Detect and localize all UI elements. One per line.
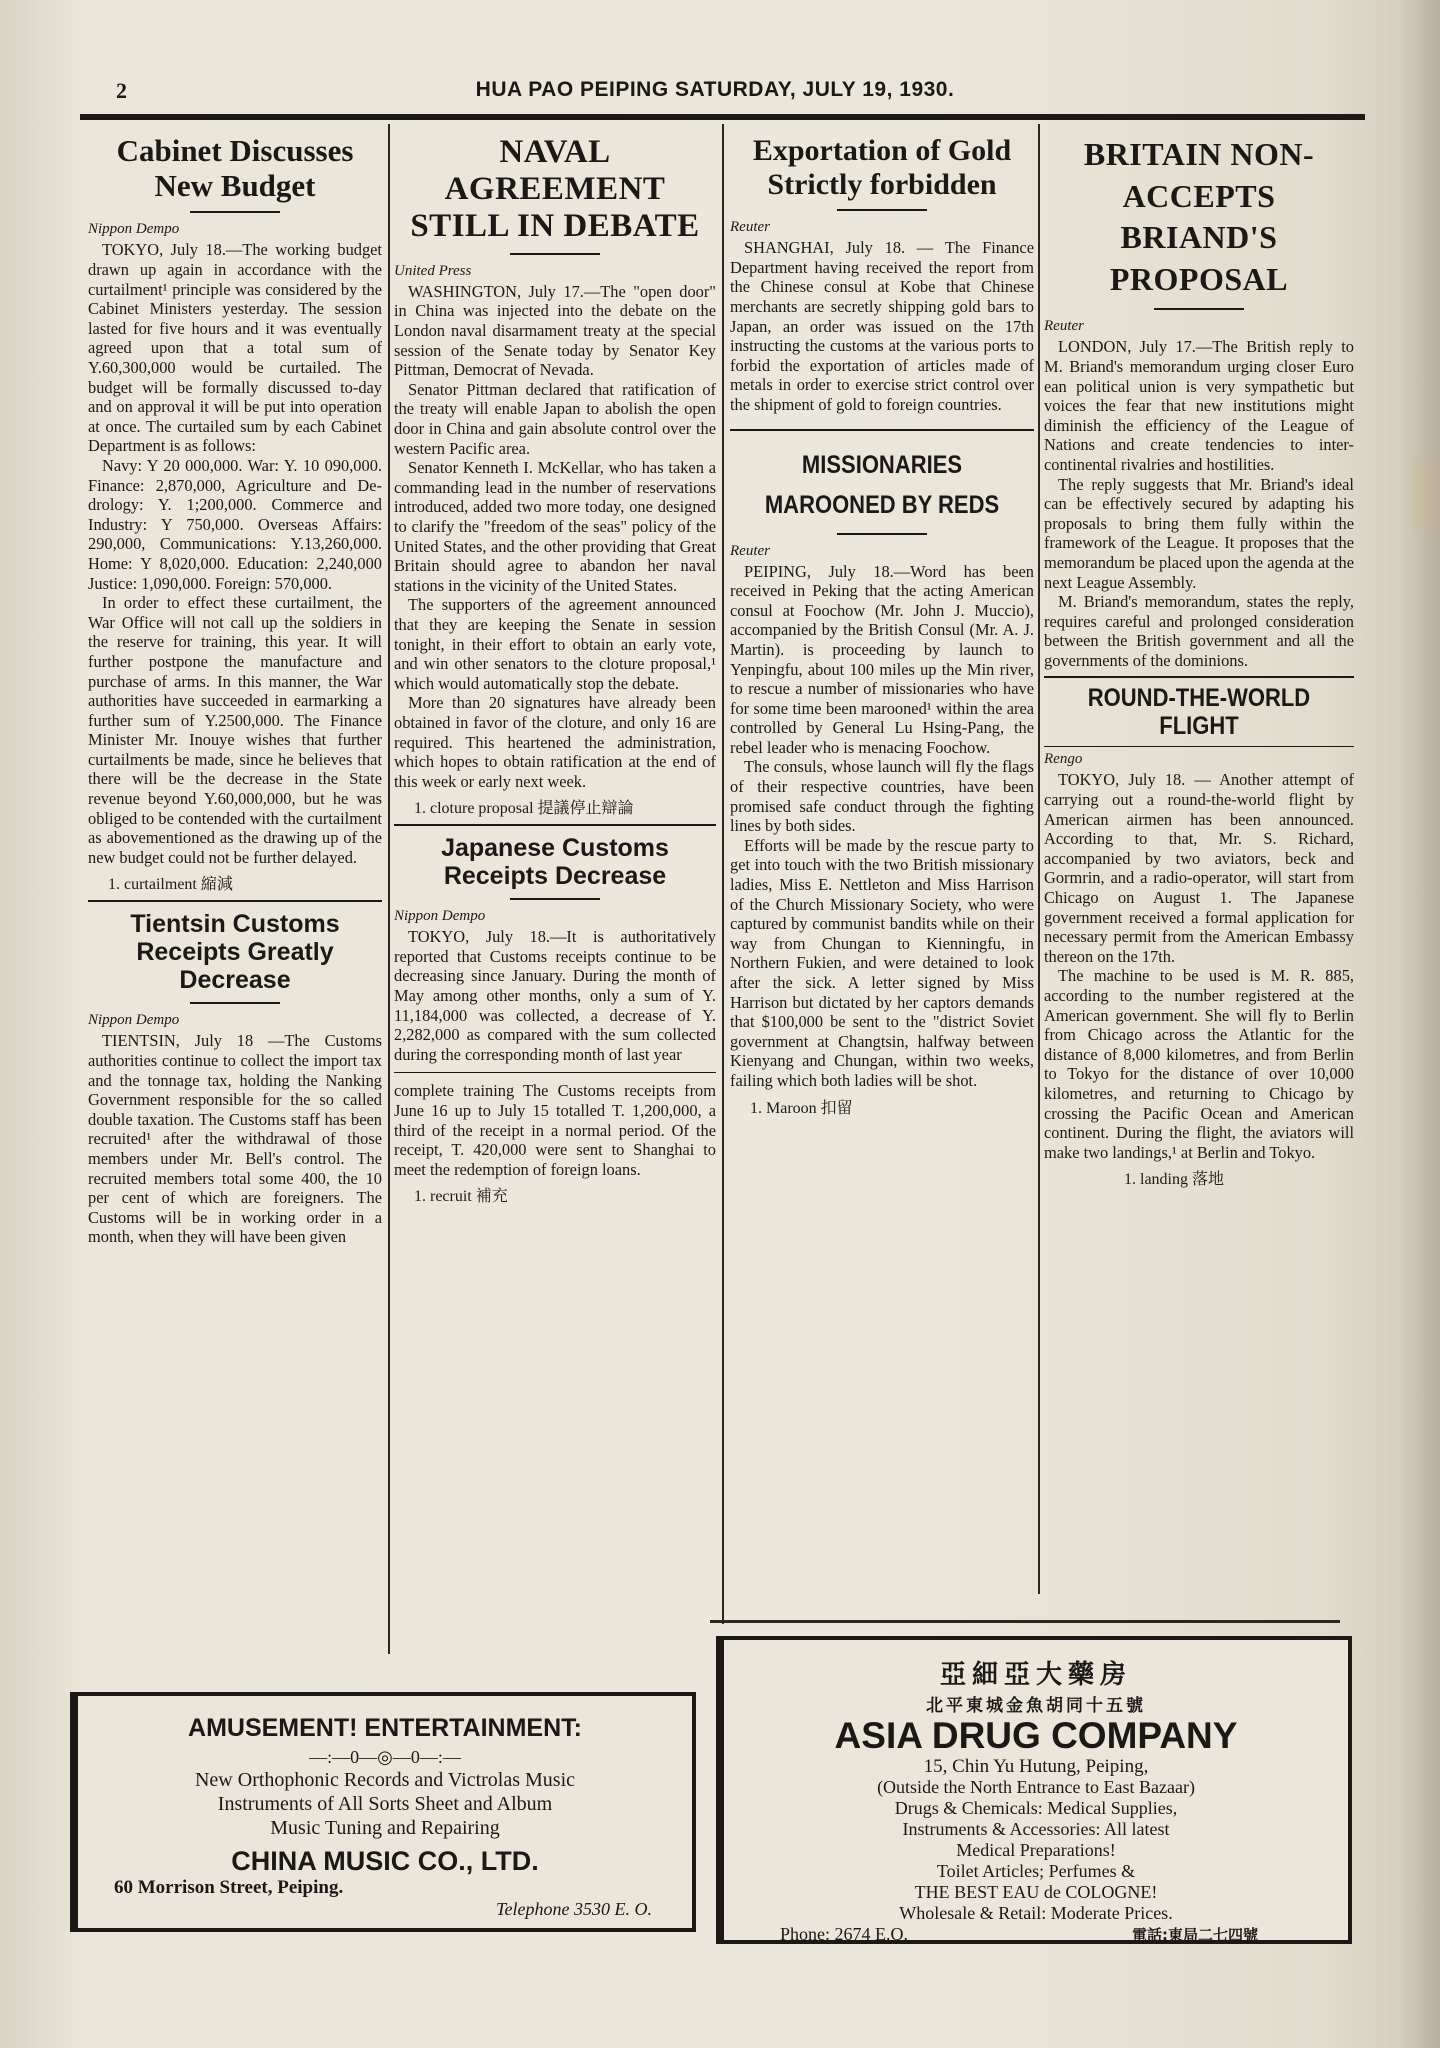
article-headline: NAVAL AGREEMENT STILL IN DEBATE: [410, 134, 700, 244]
article-paragraph: More than 20 signatures have already been obtained in favor of the cloture, and only 16 are required. This heartened the administration, which hopes to obtain ratification at the end of this week or early next week.: [394, 693, 716, 791]
column-rule: [722, 124, 724, 1624]
headline-rule: [190, 1002, 280, 1004]
article-headline: Japanese Customs Receipts Decrease: [441, 834, 669, 891]
ad-phone-chinese: 電話:東局二七四號: [1132, 1926, 1258, 1944]
article-paragraph: PEIPING, July 18.—Word has been received in Peking that the acting American consul at Foochow (Mr. John J. Muccio), accompanied by the British Consul (Mr. A. J. Martin). is proceeding by launch to Yenpingfu, about 100 miles up the Min river, to rescue a number of missionaries who have for some time been marooned¹ within the area controlled by General Lu Hsing-Pang, the rebel leader who is menacing Foochow.: [730, 561, 1034, 757]
article-headline: MISSIONARIES MAROONED BY REDS: [764, 450, 1000, 519]
page-edge-shadow: [1400, 0, 1440, 2048]
article-paragraph: M. Briand's memorandum, states the reply, requires careful and prolonged consideration between the British government and all the governments of the dominions.: [1044, 592, 1354, 670]
column-2: [394, 128, 716, 1658]
article-paragraph: TOKYO, July 18.—The working budget drawn up again in accordance with the curtailment¹ principle was considered by the Cabinet Ministers yesterday. The session lasted for five hours and it was eventually agreed upon that a total sum of Y.60,300,000 would be curtailed. The budget will be formally discussed to-day and on approval it will be put into operation at once. The curtailed sum by each Cabinet Department is as follows:: [88, 240, 382, 456]
news-source: Nippon Dempo: [88, 221, 180, 238]
headline-rule: [837, 209, 927, 211]
ad-rule: [710, 1620, 1340, 1623]
section-rule: [730, 429, 1034, 431]
article-paragraph: WASHINGTON, July 17.—The "open door" in China was injected into the debate on the London naval disarmament treaty at the special session of the Senate today by Senator Key Pittman, Democrat of Nevada.: [394, 281, 716, 380]
article-paragraph: TOKYO, July 18.—It is authoritatively reported that Customs receipts continue to be decreasing since January. During the month of May among other months, only a sum of Y. 11,184,000 was collected, a decrease of Y. 2,282,000 as compared with the sum collected during the corresponding month of last year: [394, 927, 716, 1064]
ad-company: ASIA DRUG COMPANY: [834, 1715, 1238, 1756]
section-rule: [1044, 746, 1354, 747]
ad-line: Drugs & Chemicals: Medical Supplies,: [894, 1798, 1178, 1818]
article-continuation: complete training The Customs receipts from June 16 up to July 15 totalled T. 1,200,000, a third of the receipt in a normal period. Of the receipt, T. 420,000 were sent to Shanghai to meet the redemption of foreign loans.: [394, 1081, 716, 1179]
ad-line: (Outside the North Entrance to East Bazaar): [877, 1777, 1195, 1797]
article-paragraph: SHANGHAI, July 18. — The Finance Department having received the report from the Chinese consul at Kobe that Chinese merchants are secretly shipping gold bars to Japan, an order was issued on the 17th instructing the customs at the various ports to forbid the exportation of articles made of metals in order to exercise strict control over the shipment of gold to foreign countries.: [730, 238, 1034, 414]
masthead-title: HUA PAO PEIPING SATURDAY, JULY 19, 1930.: [475, 78, 955, 101]
article-paragraph: Navy: Y 20 000,000. War: Y. 10 090,000. Finance: 2,870,000, Agriculture and De-drology: Y. 1;200,000. Commerce and Industry: Y 750,000. Overseas Affairs: 290,000, Communications: Y.13,260,000. Home: Y 8,020,000. Education: 2,240,000 Justice: 1,090,000. Foreign: 570,000.: [88, 455, 382, 593]
article-paragraph: TIENTSIN, July 18 —The Customs authorities continue to collect the import tax and the tonnage tax, holding the Nanking Government responsible for the so called double taxation. The Customs staff has been recruited¹ after the withdrawal of those members under Mr. Bell's control. The recruited members total some 400, the 10 per cent of which are foreigners. The Customs will be in working order in a month, when they will have been given: [88, 1031, 382, 1247]
page-number: 2: [116, 78, 127, 103]
ad-line: Instruments of All Sorts Sheet and Album: [217, 1793, 553, 1815]
ad-line: Medical Preparations!: [956, 1840, 1116, 1860]
ad-line: THE BEST EAU de COLOGNE!: [914, 1882, 1158, 1902]
column-rule: [388, 124, 390, 1654]
ad-line: Toilet Articles; Perfumes &: [936, 1861, 1136, 1881]
news-source: Reuter: [730, 219, 770, 236]
headline-rule: [510, 253, 600, 255]
article-paragraph: The consuls, whose launch will fly the flags of their respective countries, have been promised safe conduct through the fighting lines by both sides.: [730, 757, 1034, 836]
headline-rule: [510, 898, 600, 900]
article-headline: Tientsin Customs Receipts Greatly Decrease: [130, 910, 340, 995]
article-paragraph: The reply suggests that Mr. Briand's ideal can be effectively secured by adapting his proposals to bring them fully within the framework of the League. It proposes that the memorandum be placed upon the agenda at the next League Assembly.: [1044, 474, 1354, 592]
column-4: [1044, 128, 1354, 1628]
ad-company: CHINA MUSIC CO., LTD.: [231, 1846, 539, 1876]
ad-line: Music Tuning and Repairing: [270, 1817, 500, 1839]
footnote: 1. landing 落地: [1124, 1171, 1224, 1189]
ad-chinese-address: 北平東城金魚胡同十五號: [926, 1696, 1146, 1716]
article-headline: Cabinet Discusses New Budget: [116, 133, 354, 203]
ad-chinese-name: 亞細亞大藥房: [939, 1660, 1132, 1690]
headline-rule: [1154, 308, 1244, 310]
ad-address: 15, Chin Yu Hutung, Peiping,: [923, 1756, 1149, 1777]
section-rule: [394, 824, 716, 826]
ad-address: 60 Morrison Street, Peiping.: [114, 1877, 344, 1898]
article-headline: ROUND-THE-WORLD FLIGHT: [1087, 684, 1311, 741]
headline-rule: [837, 533, 927, 535]
news-source: Nippon Dempo: [88, 1012, 180, 1029]
ad-line: Instruments & Accessories: All latest: [902, 1819, 1170, 1839]
article-paragraph: TOKYO, July 18. — Another attempt of carrying out a round-the-world flight by American airmen has been announced. According to that, Mr. S. Richard, accompanied by two aviators, beck and Gormrin, and a radio-operator, will start from Chicago on August 1. The Japanese government received a formal application for necessary permit from the American Embassy thereon on the 17th.: [1044, 770, 1354, 966]
section-rule: [1044, 676, 1354, 678]
news-source: Nippon Dempo: [394, 908, 486, 925]
article-paragraph: The machine to be used is M. R. 885, according to the number registered at the American government. She will fly to Berlin from Chicago across the Atlantic for the distance of 8,000 kilometres, and from Berlin to Tokyo for the distance of over 10,000 kilometres, and returning to Chicago by crossing the Pacific Ocean and American continent. During the flight, the aviators will make two landings,¹ at Berlin and Tokyo.: [1044, 966, 1354, 1162]
ad-line: New Orthophonic Records and Victrolas Music: [194, 1769, 576, 1791]
footnote: 1. cloture proposal 提議停止辯論: [414, 800, 634, 818]
ad-ornament: —:—0—◎—0—:—: [309, 1747, 461, 1767]
news-source: Reuter: [1044, 318, 1084, 335]
article-paragraph: Senator Kenneth I. McKellar, who has taken a commanding lead in the number of reservations introduced, added two more today, one designed to clarify the "freedom of the seas" policy of the United States, and the other providing that Great Britain should agree to abandon her naval stations in the vicinity of the United States.: [394, 458, 716, 595]
section-rule: [394, 1072, 716, 1073]
article-paragraph: Senator Pittman declared that ratification of the treaty will enable Japan to abolish the open door in China and gain absolute control over the western Pacific area.: [394, 379, 716, 458]
advertisement-china-music: [70, 1692, 696, 1932]
article-paragraph: Efforts will be made by the rescue party to get into touch with the two British missionary ladies, Miss E. Nettleton and Miss Harrison of the Church Missionary Society, who were captured by communist bandits while on their way from Chungan to Kienningfu, in Northern Fukien, and were detained to look after the sick. A letter signed by Miss Harrison but dictated by her captors demands that $100,000 be sent to the "district Soviet government at Changtsin, halfway between Kienyang and Chungan, within two weeks, failing which both ladies will be shot.: [730, 835, 1034, 1090]
ad-title: AMUSEMENT! ENTERTAINMENT:: [188, 1714, 582, 1742]
footnote: 1. recruit 補充: [414, 1188, 508, 1206]
footnote: 1. Maroon 扣留: [750, 1099, 853, 1117]
article-headline: BRITAIN NON-ACCEPTS BRIAND'S PROPOSAL: [1083, 136, 1315, 297]
footnote: 1. curtailment 縮減: [108, 876, 233, 894]
article-paragraph: In order to effect these curtailment, the War Office will not call up the soldiers in the reserve for training, this year. It will further postpone the manufacture and purchase of arms. In this manner, the War authorities have succeeded in earmarking a further sum of Y.2500,000. The Finance Minister Mr. Inouye wishes that further curtailments be made, since he believes that there will be the decrease in the State revenue beyond Y.60,000,000, but he was obliged to be contended with the curtailment as abovementioned as the drawing up of the new budget could not be further delayed.: [88, 593, 382, 867]
news-source: Reuter: [730, 542, 770, 559]
ad-telephone: Telephone 3530 E. O.: [496, 1899, 652, 1919]
news-source: United Press: [394, 262, 472, 279]
column-rule: [1038, 124, 1040, 1594]
advertisement-asia-drug: [716, 1636, 1352, 1944]
article-headline: Exportation of Gold Strictly forbidden: [752, 134, 1012, 201]
column-3: [730, 128, 1034, 1628]
masthead: [80, 78, 1350, 112]
section-rule: [88, 900, 382, 902]
article-paragraph: The supporters of the agreement announced that they are keeping the Senate in session tonight, in their effort to obtain an early vote, and win other senators to the cloture proposal,¹ which would automatically stop the debate.: [394, 595, 716, 693]
headline-rule: [190, 211, 280, 213]
article-paragraph: LONDON, July 17.—The British reply to M. Briand's memorandum urging closer Euro ean political union is very sympathetic but voices the fear that new institutions might diminish the efficiency of the League of Nations and create tendencies to inter-continental rivalries and hostilities.: [1044, 337, 1354, 474]
masthead-rule: [80, 114, 1365, 120]
news-source: Rengo: [1044, 751, 1083, 768]
ad-phone: Phone: 2674 E.O.: [780, 1924, 908, 1944]
ad-line: Wholesale & Retail: Moderate Prices.: [899, 1903, 1173, 1923]
column-1: [88, 128, 382, 1658]
